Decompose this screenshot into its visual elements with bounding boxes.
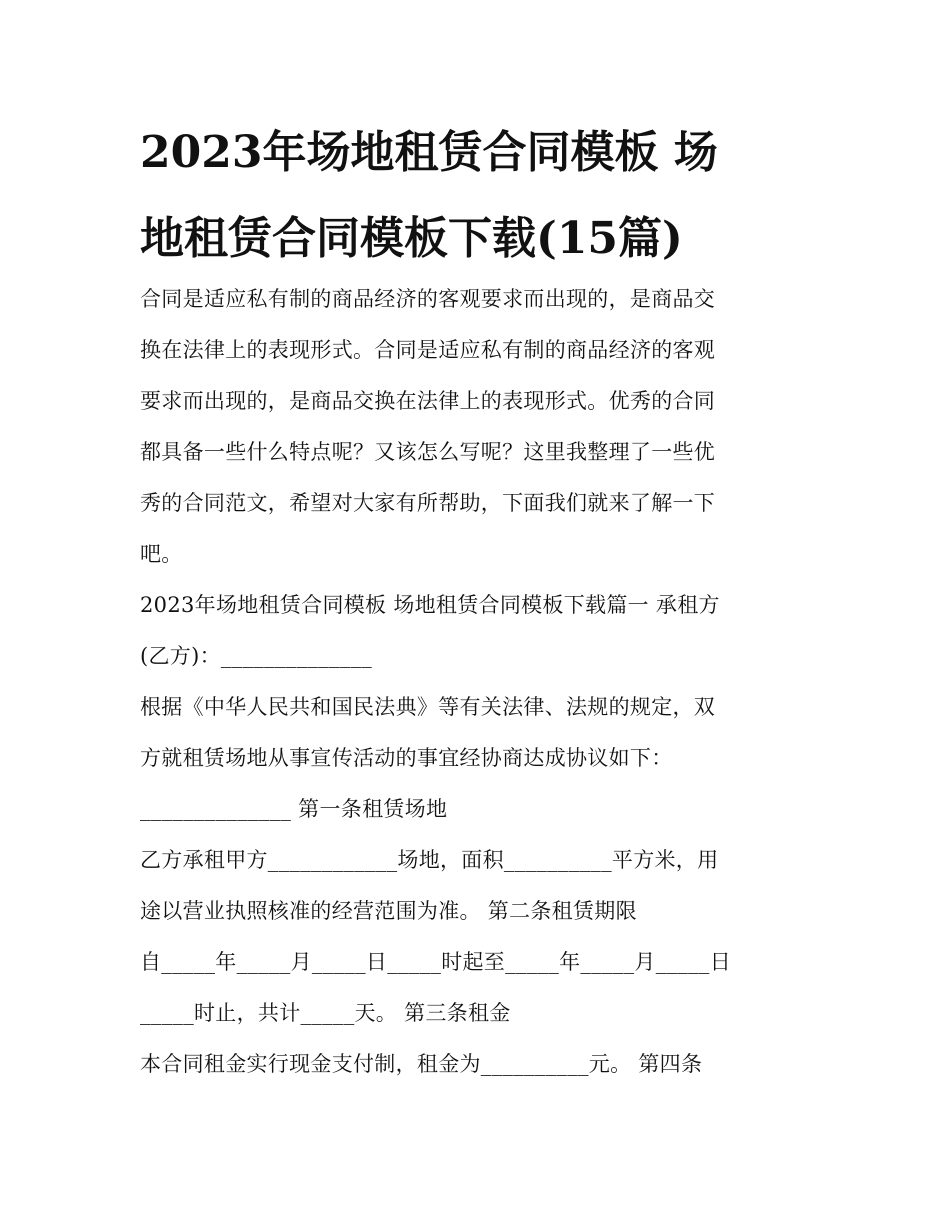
body-line: 自_____年_____月_____日_____时起至_____年_____月_____日 (140, 950, 731, 974)
title-line: 2023年场地租赁合同模板 场 (140, 127, 718, 178)
body-line: (乙方)：______________ (140, 644, 373, 668)
body-line: _____时止，共计_____天。 第三条租金 (140, 1001, 511, 1025)
body-line: 乙方承租甲方____________场地，面积__________平方米，用 (140, 848, 719, 872)
body-line: 方就租赁场地从事宣传活动的事宜经协商达成协议如下： (140, 746, 673, 770)
document-body (140, 274, 820, 1090)
body-line: 吧。 (140, 542, 183, 566)
section-heading-line: 2023年场地租赁合同模板 场地租赁合同模板下载篇一 承租方 (140, 593, 720, 617)
body-line: 都具备一些什么特点呢？又该怎么写呢？这里我整理了一些优 (140, 440, 716, 464)
body-line: 本合同租金实行现金支付制，租金为__________元。 第四条 (140, 1052, 703, 1076)
body-line: 秀的合同范文，希望对大家有所帮助，下面我们就来了解一下 (140, 491, 716, 515)
document-title (140, 110, 820, 282)
body-line: 换在法律上的表现形式。合同是适应私有制的商品经济的客观 (140, 338, 716, 362)
body-line: 合同是适应私有制的商品经济的客观要求而出现的，是商品交 (140, 287, 716, 311)
body-line: 根据《中华人民共和国民法典》等有关法律、法规的规定，双 (140, 695, 716, 719)
title-line: 地租赁合同模板下载(15篇) (140, 213, 683, 264)
body-line: 要求而出现的，是商品交换在法律上的表现形式。优秀的合同 (140, 389, 716, 413)
body-line: ______________ 第一条租赁场地 (140, 797, 448, 821)
body-line: 途以营业执照核准的经营范围为准。 第二条租赁期限 (140, 899, 637, 923)
